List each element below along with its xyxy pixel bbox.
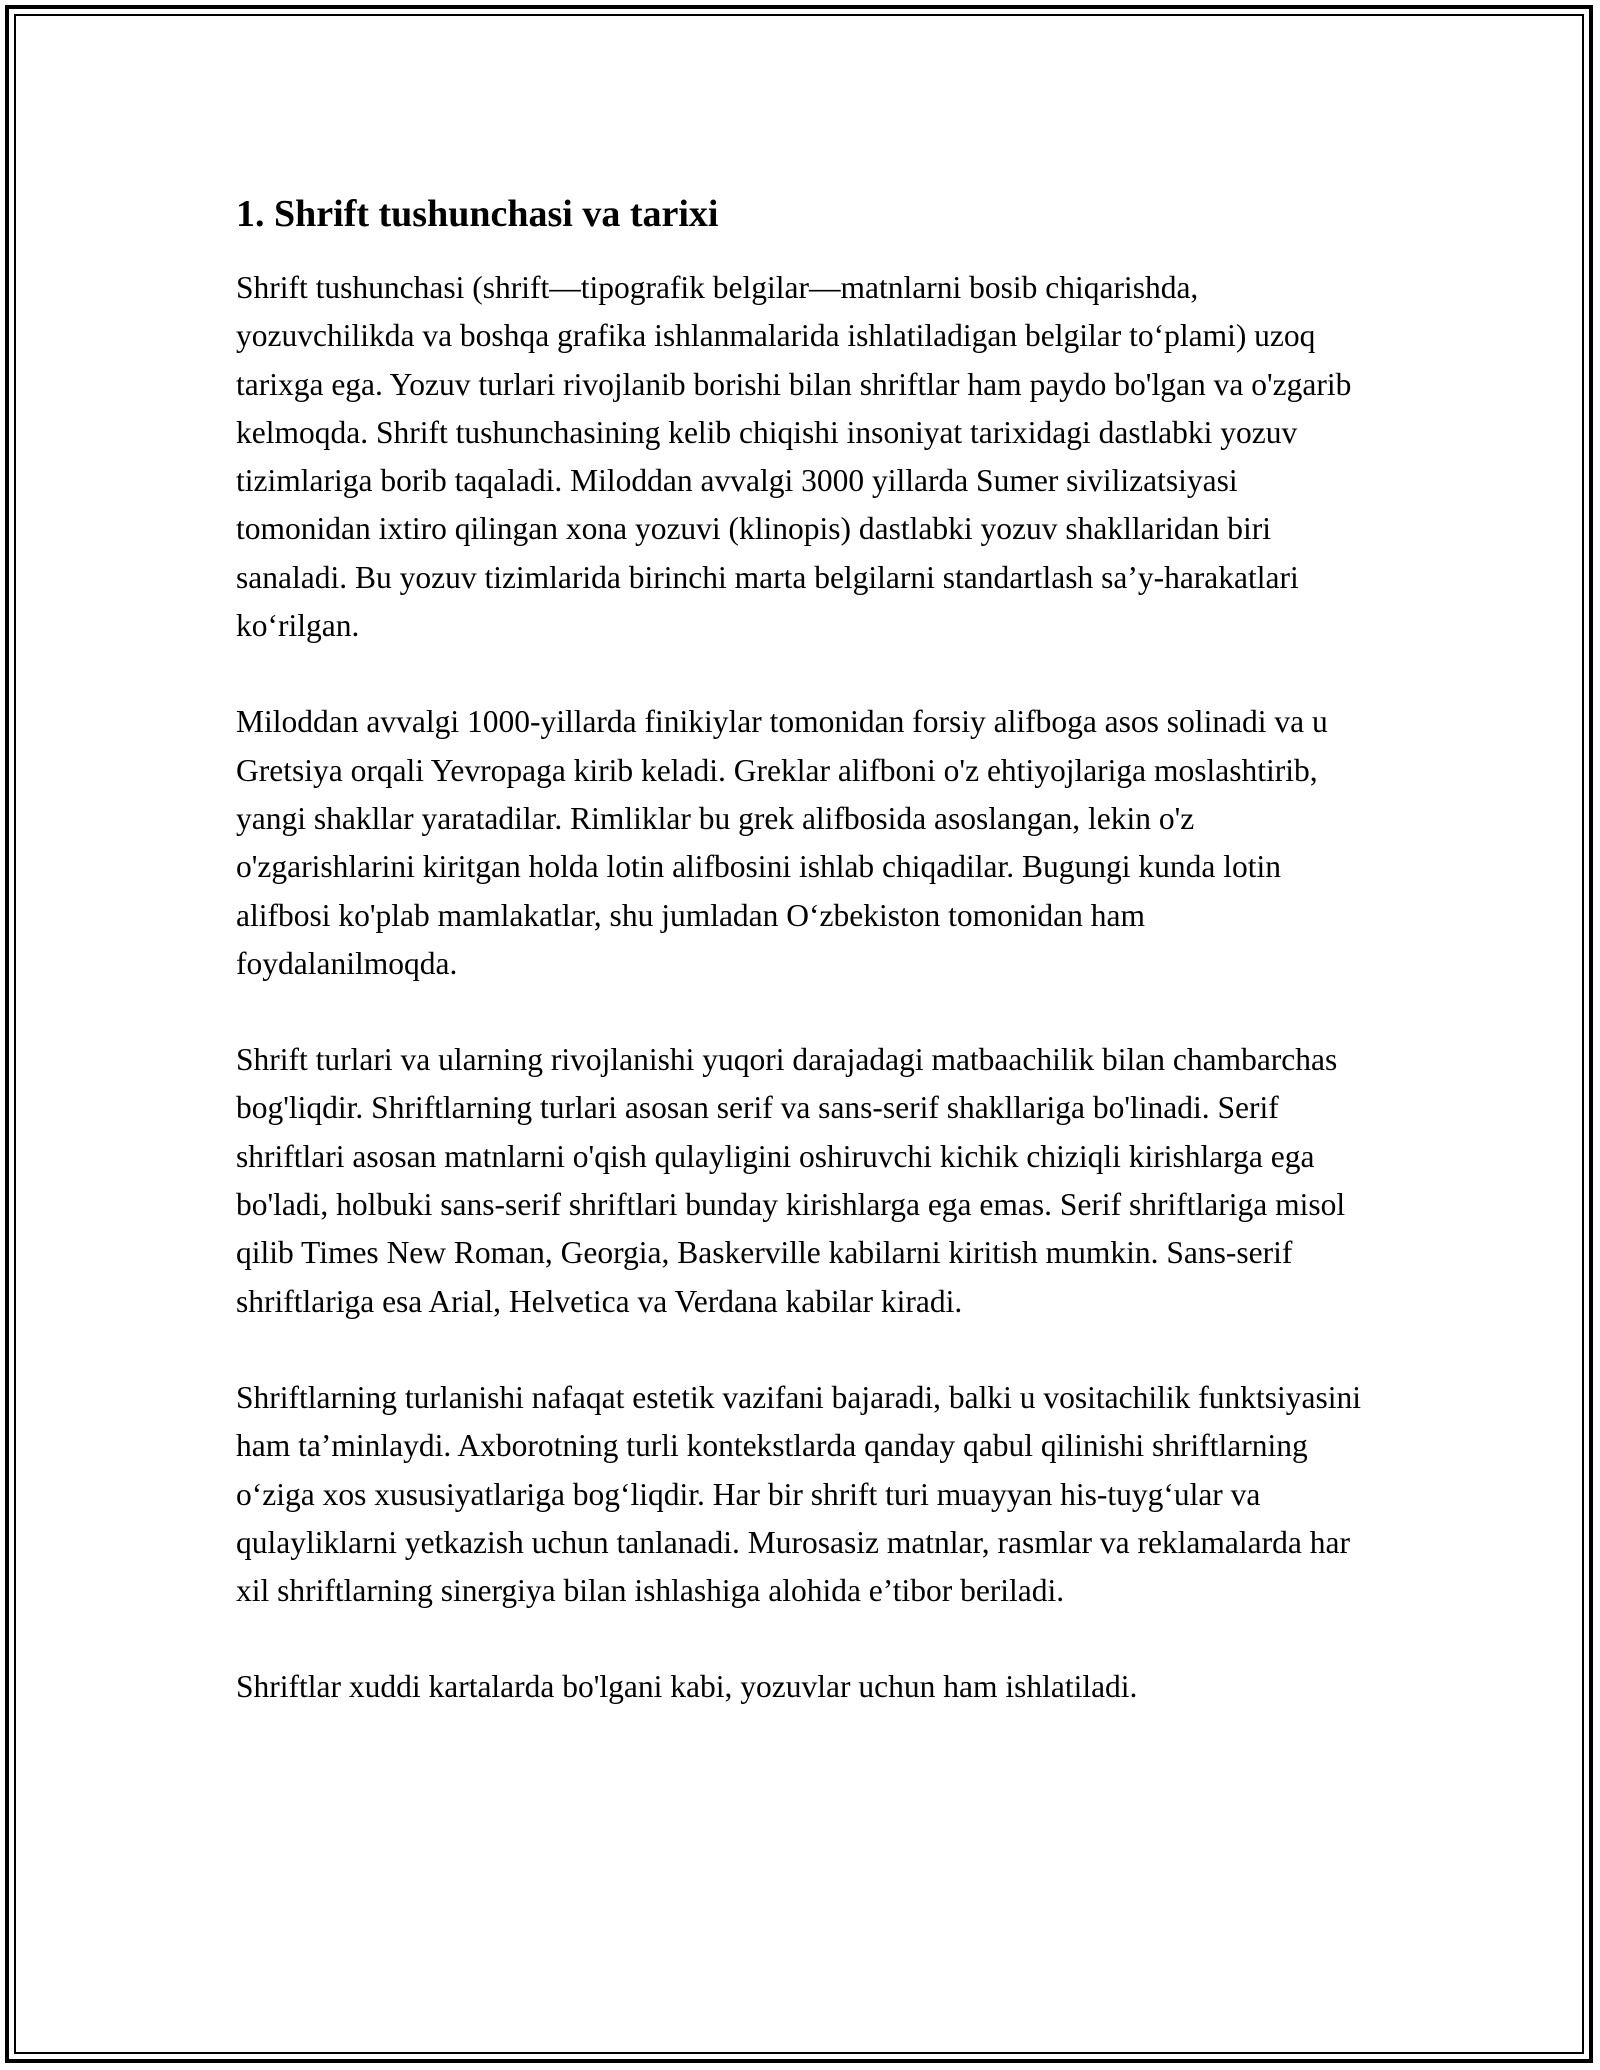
paragraph-5: Shriftlar xuddi kartalarda bo'lgani kabi, yozuvlar uchun ham ishlatiladi. (236, 1669, 1138, 1705)
document-body (236, 190, 1374, 1760)
paragraph-2: Miloddan avvalgi 1000-yillarda finikiylar tomonidan forsiy alifboga asos solinadi va u Gretsiya orqali Yevropaga kirib keladi. Greklar alifboni o'z ehtiyojlariga moslashtirib, yangi shakllar yaratadilar. Rimliklar bu grek alifbosida asoslangan, lekin o'z o'zgarishlarini kiritgan holda lotin alifbosini ishlab chiqadilar. Bugungi kunda lotin alifbosi ko'plab mamlakatlar, shu jumladan O‘zbekiston tomonidan ham foydalanilmoqda. (236, 704, 1328, 981)
paragraph-1: Shrift tushunchasi (shrift—tipografik belgilar—matnlarni bosib chiqarishda, yozuvchilikda va boshqa grafika ishlanmalarida ishlatiladigan belgilar to‘plami) uzoq tarixga ega. Yozuv turlari rivojlanib borishi bilan shriftlar ham paydo bo'lgan va o'zgarib kelmoqda. Shrift tushunchasining kelib chiqishi insoniyat tarixidagi dastlabki yozuv tizimlariga borib taqaladi. Miloddan avvalgi 3000 yillarda Sumer sivilizatsiyasi tomonidan ixtiro qilingan xona yozuvi (klinopis) dastlabki yozuv shakllaridan biri sanaladi. Bu yozuv tizimlarida birinchi marta belgilarni standartlash sa’y-harakatlari ko‘rilgan. (236, 270, 1352, 644)
section-heading: 1. Shrift tushunchasi va tarixi (236, 193, 719, 235)
paragraph-4: Shriftlarning turlanishi nafaqat estetik vazifani bajaradi, balki u vositachilik funktsiyasini ham ta’minlaydi. Axborotning turli kontekstlarda qanday qabul qilinishi shriftlarning o‘ziga xos xususiyatlariga bog‘liqdir. Har bir shrift turi muayyan his-tuyg‘ular va qulayliklarni yetkazish uchun tanlanadi. Murosasiz matnlar, rasmlar va reklamalarda har xil shriftlarning sinergiya bilan ishlashiga alohida e’tibor beriladi. (236, 1379, 1361, 1609)
paragraph-3: Shrift turlari va ularning rivojlanishi yuqori darajadagi matbaachilik bilan chambarchas bog'liqdir. Shriftlarning turlari asosan serif va sans-serif shakllariga bo'linadi. Serif shriftlari asosan matnlarni o'qish qulayligini oshiruvchi kichik chiziqli kirishlarga ega bo'ladi, holbuki sans-serif shriftlari bunday kirishlarga ega emas. Serif shriftlariga misol qilib Times New Roman, Georgia, Baskerville kabilarni kiritish mumkin. Sans-serif shriftlariga esa Arial, Helvetica va Verdana kabilar kiradi. (236, 1042, 1346, 1319)
